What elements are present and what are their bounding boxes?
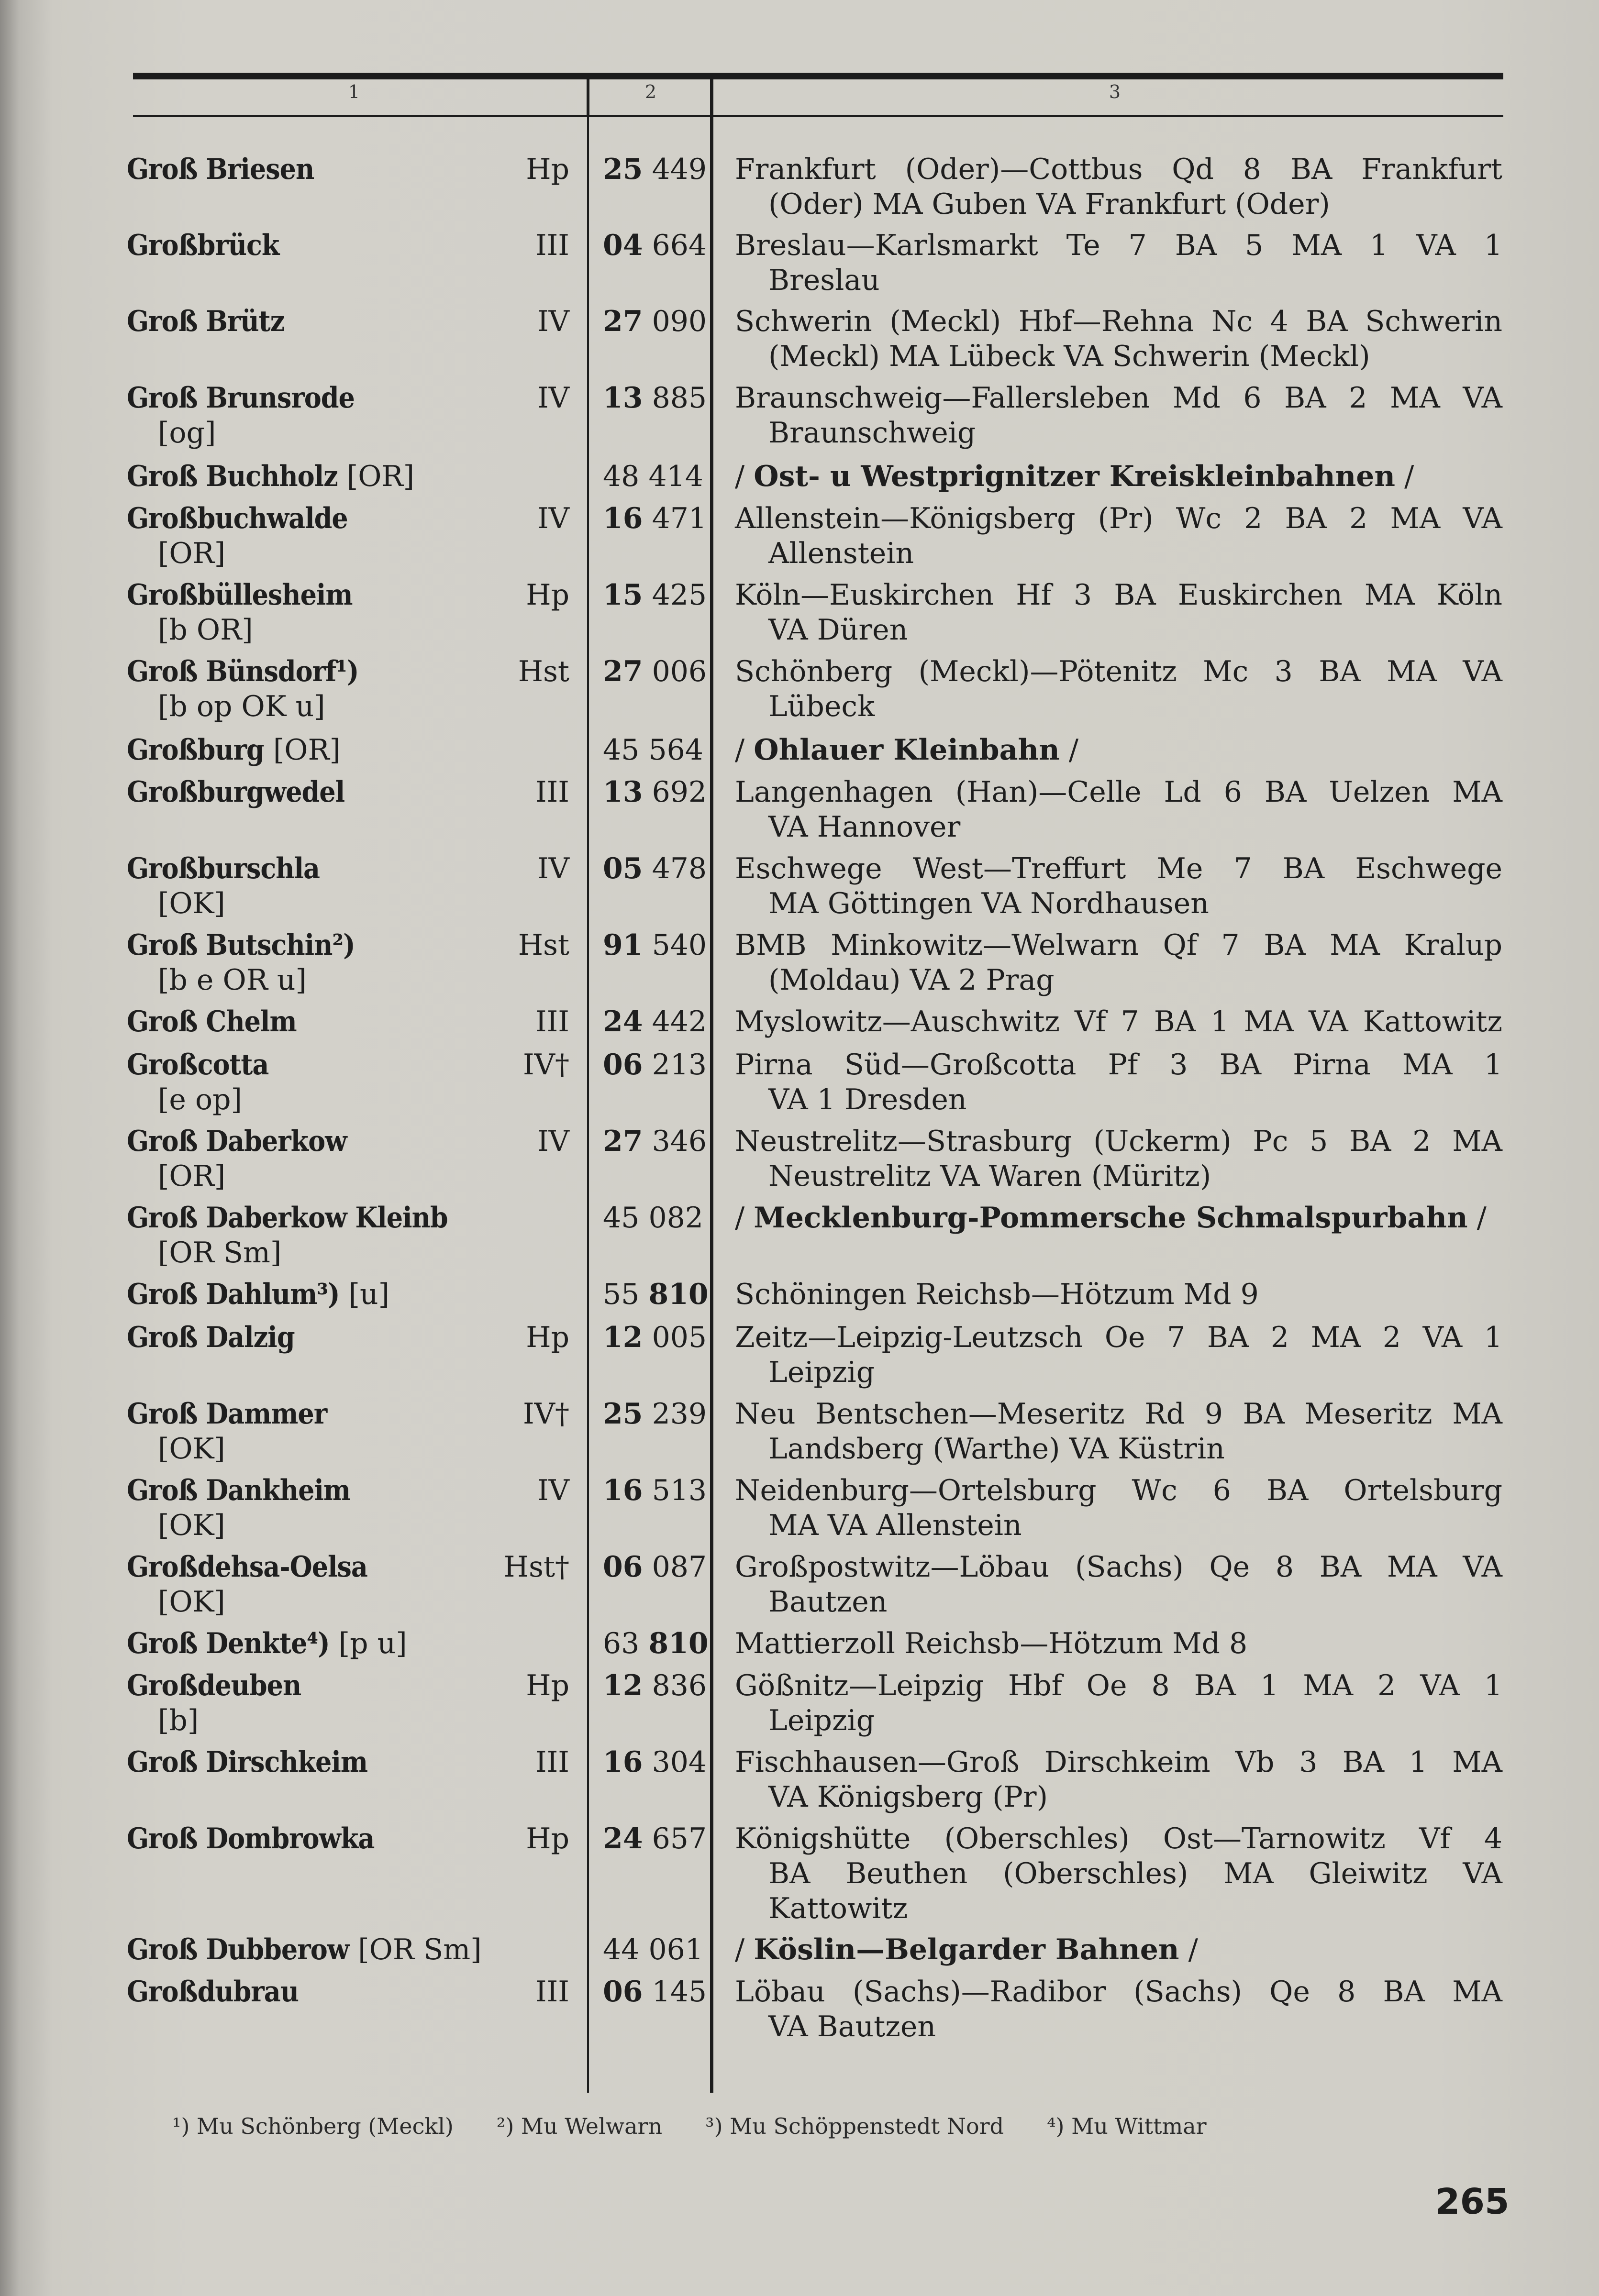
route-info: Schöningen Reichsb—Hötzum Md 9 bbox=[735, 1278, 1259, 1311]
route-info: / Ohlauer Kleinbahn / bbox=[735, 733, 1079, 767]
station-number: 15 425 bbox=[603, 578, 707, 612]
station-name: Groß Dalzig bbox=[127, 1321, 295, 1354]
station-number: 27 006 bbox=[603, 655, 707, 688]
station-number: 06 213 bbox=[603, 1048, 707, 1082]
station-class: IV bbox=[537, 305, 569, 338]
station-number: 25 239 bbox=[603, 1397, 707, 1431]
station-class: IV bbox=[537, 1474, 569, 1507]
station-name: Groß Chelm bbox=[127, 1005, 297, 1038]
station-name: Groß Daberkow bbox=[127, 1125, 347, 1158]
footnote: ³) Mu Schöppenstedt Nord bbox=[705, 2113, 1004, 2139]
station-class: Hp bbox=[526, 578, 569, 612]
station-note: [og] bbox=[158, 416, 216, 450]
station-class: Hp bbox=[526, 1669, 569, 1702]
station-number: 16 304 bbox=[603, 1745, 707, 1779]
station-class: III bbox=[535, 1745, 569, 1779]
route-info: Pirna Süd—Großcotta Pf 3 BA Pirna MA 1 VA 1 Dresden bbox=[735, 1048, 1502, 1116]
column-number-1: 1 bbox=[348, 81, 360, 102]
station-class: III bbox=[535, 1975, 569, 2009]
station-number: 48 414 bbox=[603, 460, 703, 493]
station-class: Hst† bbox=[503, 1550, 569, 1584]
station-class: III bbox=[535, 229, 569, 262]
station-name: Großcotta bbox=[127, 1048, 269, 1082]
station-class: IV† bbox=[522, 1397, 569, 1431]
column-number-2: 2 bbox=[644, 81, 657, 102]
station-number: 16 513 bbox=[603, 1474, 707, 1507]
station-number: 63 810 bbox=[603, 1627, 709, 1660]
route-info: Löbau (Sachs)—Radibor (Sachs) Qe 8 BA MA VA Bautzen bbox=[735, 1975, 1502, 2043]
station-name: Groß Daberkow Kleinb bbox=[127, 1201, 448, 1235]
station-name: Groß Brütz bbox=[127, 305, 285, 338]
station-number: 12 005 bbox=[603, 1321, 707, 1354]
station-class: Hp bbox=[526, 1822, 569, 1855]
route-info: Eschwege West—Treffurt Me 7 BA Eschwege MA Göttingen VA Nordhausen bbox=[735, 852, 1502, 920]
footnotes bbox=[172, 2113, 1250, 2139]
station-note: [e op] bbox=[158, 1083, 242, 1116]
station-name: Großdubrau bbox=[127, 1975, 299, 2009]
route-info: / Ost- u Westprignitzer Kreiskleinbahnen / bbox=[735, 460, 1414, 493]
station-number: 13 885 bbox=[603, 381, 707, 415]
station-number: 13 692 bbox=[603, 775, 707, 809]
station-number: 45 082 bbox=[603, 1201, 703, 1235]
route-info: Braunschweig—Fallersleben Md 6 BA 2 MA VA Braunschweig bbox=[735, 381, 1502, 450]
route-info: / Köslin—Belgarder Bahnen / bbox=[735, 1933, 1198, 1966]
column-divider-1 bbox=[587, 117, 589, 2093]
station-number: 16 471 bbox=[603, 502, 707, 535]
station-name: Großbüllesheim bbox=[127, 578, 353, 612]
station-class: IV† bbox=[522, 1048, 569, 1082]
station-note: [p u] bbox=[338, 1627, 407, 1660]
station-note: [OK] bbox=[158, 887, 225, 920]
station-name: Großbuchwalde bbox=[127, 502, 348, 535]
station-class: IV bbox=[537, 1125, 569, 1158]
station-note: [u] bbox=[348, 1278, 390, 1311]
station-number: 55 810 bbox=[603, 1278, 709, 1311]
route-info: Königshütte (Oberschles) Ost—Tarnowitz Vf 4 BA Beuthen (Oberschles) MA Gleiwitz VA Kattowitz bbox=[735, 1822, 1502, 1925]
station-note: [b op OK u] bbox=[158, 690, 325, 723]
station-name: Groß Butschin²) bbox=[127, 928, 355, 962]
station-number: 27 346 bbox=[603, 1125, 707, 1158]
footnote: ²) Mu Welwarn bbox=[496, 2113, 663, 2139]
column-divider-1-header bbox=[587, 77, 589, 115]
station-name: Großdeuben bbox=[127, 1669, 301, 1702]
station-class: III bbox=[535, 1005, 569, 1038]
route-info: Gößnitz—Leipzig Hbf Oe 8 BA 1 MA 2 VA 1 Leipzig bbox=[735, 1669, 1502, 1737]
station-name: Groß Dombrowka bbox=[127, 1822, 375, 1855]
station-number: 06 087 bbox=[603, 1550, 707, 1584]
station-number: 45 564 bbox=[603, 733, 703, 767]
route-info: / Mecklenburg-Pommersche Schmalspurbahn / bbox=[735, 1201, 1487, 1235]
header-bottom-rule bbox=[133, 115, 1503, 117]
station-name: Groß Dankheim bbox=[127, 1474, 351, 1507]
station-note: [b] bbox=[158, 1704, 199, 1737]
station-note: [OK] bbox=[158, 1432, 225, 1466]
station-note: [OR] bbox=[346, 460, 415, 493]
footnote: ⁴) Mu Wittmar bbox=[1047, 2113, 1207, 2139]
route-info: Schwerin (Meckl) Hbf—Rehna Nc 4 BA Schwerin (Meckl) MA Lübeck VA Schwerin (Meckl) bbox=[735, 305, 1502, 373]
station-name: Großburg bbox=[127, 733, 264, 767]
footnote: ¹) Mu Schönberg (Meckl) bbox=[172, 2113, 454, 2139]
station-number: 27 090 bbox=[603, 305, 707, 338]
station-name: Groß Briesen bbox=[127, 153, 314, 186]
station-name: Groß Dahlum³) bbox=[127, 1278, 340, 1311]
station-number: 24 442 bbox=[603, 1005, 707, 1038]
station-note: [b e OR u] bbox=[158, 963, 307, 997]
station-number: 04 664 bbox=[603, 229, 707, 262]
station-name: Groß Dammer bbox=[127, 1397, 327, 1431]
route-info: Breslau—Karlsmarkt Te 7 BA 5 MA 1 VA 1 Breslau bbox=[735, 229, 1502, 297]
route-info: Frankfurt (Oder)—Cottbus Qd 8 BA Frankfurt (Oder) MA Guben VA Frankfurt (Oder) bbox=[735, 153, 1502, 221]
station-note: [b OR] bbox=[158, 613, 253, 647]
route-info: Allenstein—Königsberg (Pr) Wc 2 BA 2 MA VA Allenstein bbox=[735, 502, 1502, 570]
station-note: [OR] bbox=[158, 537, 226, 570]
station-class: IV bbox=[537, 381, 569, 415]
station-number: 91 540 bbox=[603, 928, 707, 962]
route-info: BMB Minkowitz—Welwarn Qf 7 BA MA Kralup (Moldau) VA 2 Prag bbox=[735, 928, 1502, 997]
station-number: 25 449 bbox=[603, 153, 707, 186]
station-note: [OK] bbox=[158, 1585, 225, 1619]
column-divider-2 bbox=[710, 77, 713, 2093]
station-name: Großburgwedel bbox=[127, 775, 345, 809]
route-info: Mattierzoll Reichsb—Hötzum Md 8 bbox=[735, 1627, 1248, 1660]
station-class: Hst bbox=[518, 655, 569, 688]
route-info: Myslowitz—Auschwitz Vf 7 BA 1 MA VA Kattowitz bbox=[735, 1005, 1502, 1038]
station-note: [OR] bbox=[158, 1159, 226, 1193]
column-number-3: 3 bbox=[1109, 81, 1121, 102]
station-class: Hp bbox=[526, 153, 569, 186]
station-class: Hst bbox=[518, 928, 569, 962]
route-info: Neu Bentschen—Meseritz Rd 9 BA Meseritz MA Landsberg (Warthe) VA Küstrin bbox=[735, 1397, 1502, 1466]
station-name: Groß Dubberow bbox=[127, 1933, 349, 1966]
station-class: III bbox=[535, 775, 569, 809]
station-note: [OR] bbox=[273, 733, 341, 767]
station-number: 06 145 bbox=[603, 1975, 707, 2009]
station-name: Groß Dirschkeim bbox=[127, 1745, 368, 1779]
station-note: [OR Sm] bbox=[358, 1933, 482, 1966]
station-name: Großburschla bbox=[127, 852, 320, 885]
station-name: Groß Buchholz bbox=[127, 460, 338, 493]
route-info: Neidenburg—Ortelsburg Wc 6 BA Ortelsburg MA VA Allenstein bbox=[735, 1474, 1502, 1542]
station-name: Großbrück bbox=[127, 229, 279, 262]
station-note: [OR Sm] bbox=[158, 1236, 282, 1269]
station-class: IV bbox=[537, 502, 569, 535]
station-number: 44 061 bbox=[603, 1933, 703, 1966]
station-name: Großdehsa-Oelsa bbox=[127, 1550, 367, 1584]
station-number: 12 836 bbox=[603, 1669, 707, 1702]
station-note: [OK] bbox=[158, 1509, 225, 1542]
station-name: Groß Denkte⁴) bbox=[127, 1627, 330, 1660]
route-info: Zeitz—Leipzig-Leutzsch Oe 7 BA 2 MA 2 VA 1 Leipzig bbox=[735, 1321, 1502, 1389]
station-name: Groß Brunsrode bbox=[127, 381, 355, 415]
route-info: Fischhausen—Groß Dirschkeim Vb 3 BA 1 MA VA Königsberg (Pr) bbox=[735, 1745, 1502, 1814]
station-name: Groß Bünsdorf¹) bbox=[127, 655, 359, 688]
route-info: Köln—Euskirchen Hf 3 BA Euskirchen MA Köln VA Düren bbox=[735, 578, 1502, 647]
top-rule bbox=[133, 73, 1503, 79]
station-number: 24 657 bbox=[603, 1822, 707, 1855]
station-class: Hp bbox=[526, 1321, 569, 1354]
route-info: Schönberg (Meckl)—Pötenitz Mc 3 BA MA VA Lübeck bbox=[735, 655, 1502, 723]
route-info: Neustrelitz—Strasburg (Uckerm) Pc 5 BA 2 MA Neustrelitz VA Waren (Müritz) bbox=[735, 1125, 1502, 1193]
route-info: Großpostwitz—Löbau (Sachs) Qe 8 BA MA VA Bautzen bbox=[735, 1550, 1502, 1619]
station-class: IV bbox=[537, 852, 569, 885]
station-number: 05 478 bbox=[603, 852, 707, 885]
route-info: Langenhagen (Han)—Celle Ld 6 BA Uelzen MA VA Hannover bbox=[735, 775, 1502, 844]
page-number: 265 bbox=[1435, 2181, 1510, 2222]
